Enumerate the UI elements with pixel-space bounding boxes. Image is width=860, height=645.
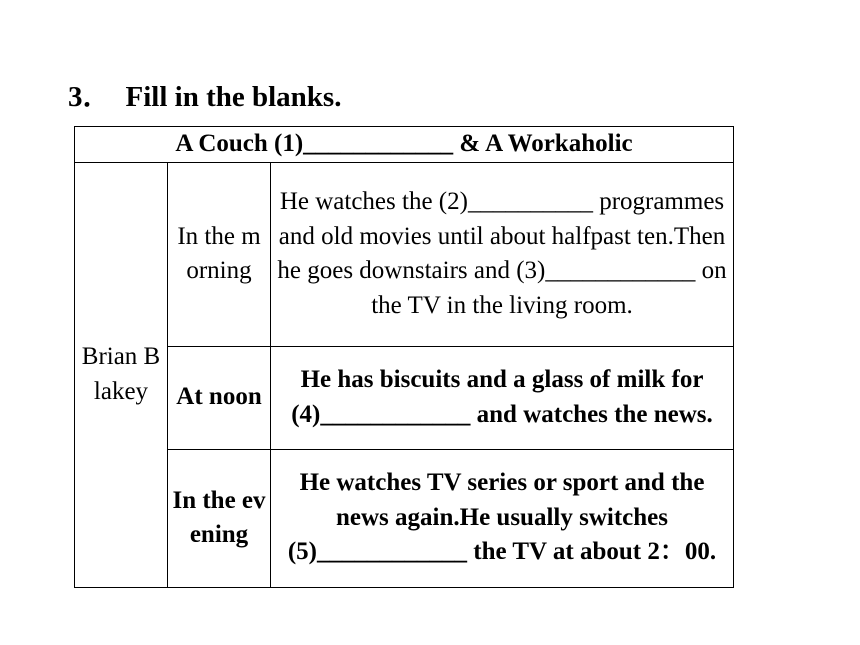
exercise-heading [68, 74, 341, 115]
time-noon: At noon [168, 346, 271, 449]
table-row [75, 346, 734, 449]
activity-morning: He watches the (2)__________ programmes and old movies until about halfpast ten.Then he goes downstairs and (3)____________ on the TV in the living room. [271, 162, 734, 346]
time-morning: In the morning [168, 162, 271, 346]
table-title: A Couch (1)____________ & A Workaholic [75, 127, 734, 163]
table-row [75, 162, 734, 346]
table-row [75, 449, 734, 587]
time-evening: In the evening [168, 449, 271, 587]
fill-in-table [74, 126, 734, 588]
person-name: Brian Blakey [75, 162, 168, 587]
table-title-row [75, 127, 734, 163]
activity-noon: He has biscuits and a glass of milk for (4)____________ and watches the news. [271, 346, 734, 449]
exercise-number: 3． [68, 81, 112, 113]
activity-evening: He watches TV series or sport and the news again.He usually switches (5)____________ the TV at about 2：00. [271, 449, 734, 587]
exercise-instruction: Fill in the blanks. [125, 81, 342, 113]
